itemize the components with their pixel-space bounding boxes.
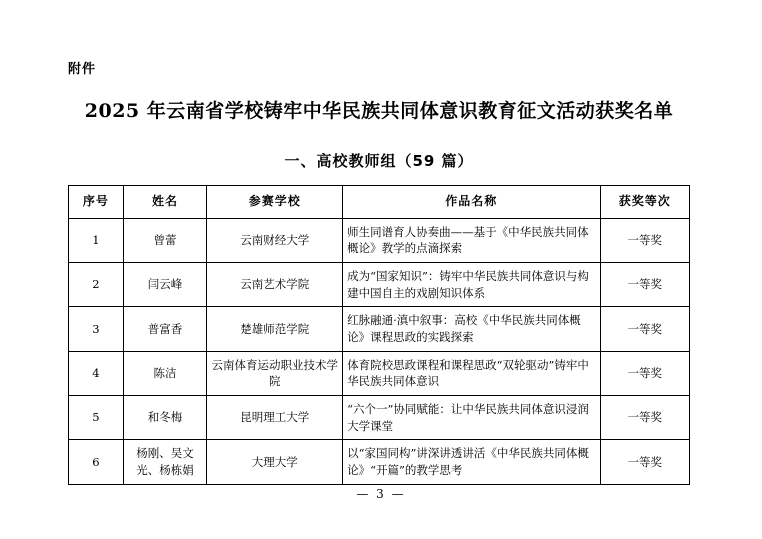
section-title: 一、高校教师组（59 篇）: [284, 151, 474, 170]
cell-work: “六个一”协同赋能：让中华民族共同体意识浸润大学课堂: [343, 396, 600, 440]
cell-school: 云南体育运动职业技术学院: [207, 351, 343, 395]
column-header-school: 参赛学校: [207, 185, 343, 218]
cell-no: 2: [69, 263, 124, 307]
table-row: [69, 396, 690, 440]
cell-level: 一等奖: [600, 440, 690, 484]
cell-level: 一等奖: [600, 351, 690, 395]
cell-name: 和冬梅: [123, 396, 207, 440]
cell-name: 杨刚、吴文光、杨栋娟: [123, 440, 207, 484]
table-header-row: [69, 185, 690, 218]
page-title: 2025 年云南省学校铸牢中华民族共同体意识教育征文活动获奖名单: [84, 100, 674, 122]
cell-school: 云南财经大学: [207, 218, 343, 262]
cell-name: 陈洁: [123, 351, 207, 395]
cell-no: 6: [69, 440, 124, 484]
table-row: [69, 218, 690, 262]
cell-level: 一等奖: [600, 218, 690, 262]
table-row: [69, 263, 690, 307]
column-header-work: 作品名称: [343, 185, 600, 218]
cell-work: 体育院校思政课程和课程思政“双轮驱动”铸牢中华民族共同体意识: [343, 351, 600, 395]
cell-level: 一等奖: [600, 307, 690, 351]
cell-school: 大理大学: [207, 440, 343, 484]
cell-no: 3: [69, 307, 124, 351]
cell-name: 普富香: [123, 307, 207, 351]
cell-level: 一等奖: [600, 263, 690, 307]
table-row: [69, 440, 690, 484]
cell-work: 师生同谱育人协奏曲——基于《中华民族共同体概论》教学的点滴探索: [343, 218, 600, 262]
cell-school: 楚雄师范学院: [207, 307, 343, 351]
cell-no: 5: [69, 396, 124, 440]
cell-work: 成为“国家知识”：铸牢中华民族共同体意识与构建中国自主的戏剧知识体系: [343, 263, 600, 307]
cell-no: 4: [69, 351, 124, 395]
award-list-table: [68, 185, 690, 485]
cell-work: 以“家国同构”讲深讲透讲活《中华民族共同体概论》“开篇”的教学思考: [343, 440, 600, 484]
column-header-no: 序号: [69, 185, 124, 218]
column-header-level: 获奖等次: [600, 185, 690, 218]
cell-work: 红脉融通·滇中叙事：高校《中华民族共同体概论》课程思政的实践探索: [343, 307, 600, 351]
cell-school: 昆明理工大学: [207, 396, 343, 440]
page-number: — 3 —: [356, 487, 406, 501]
table-row: [69, 351, 690, 395]
cell-level: 一等奖: [600, 396, 690, 440]
cell-name: 曾蕾: [123, 218, 207, 262]
cell-name: 闫云峰: [123, 263, 207, 307]
table-row: [69, 307, 690, 351]
column-header-name: 姓名: [123, 185, 207, 218]
cell-no: 1: [69, 218, 124, 262]
attachment-label: 附件: [68, 62, 97, 77]
cell-school: 云南艺术学院: [207, 263, 343, 307]
